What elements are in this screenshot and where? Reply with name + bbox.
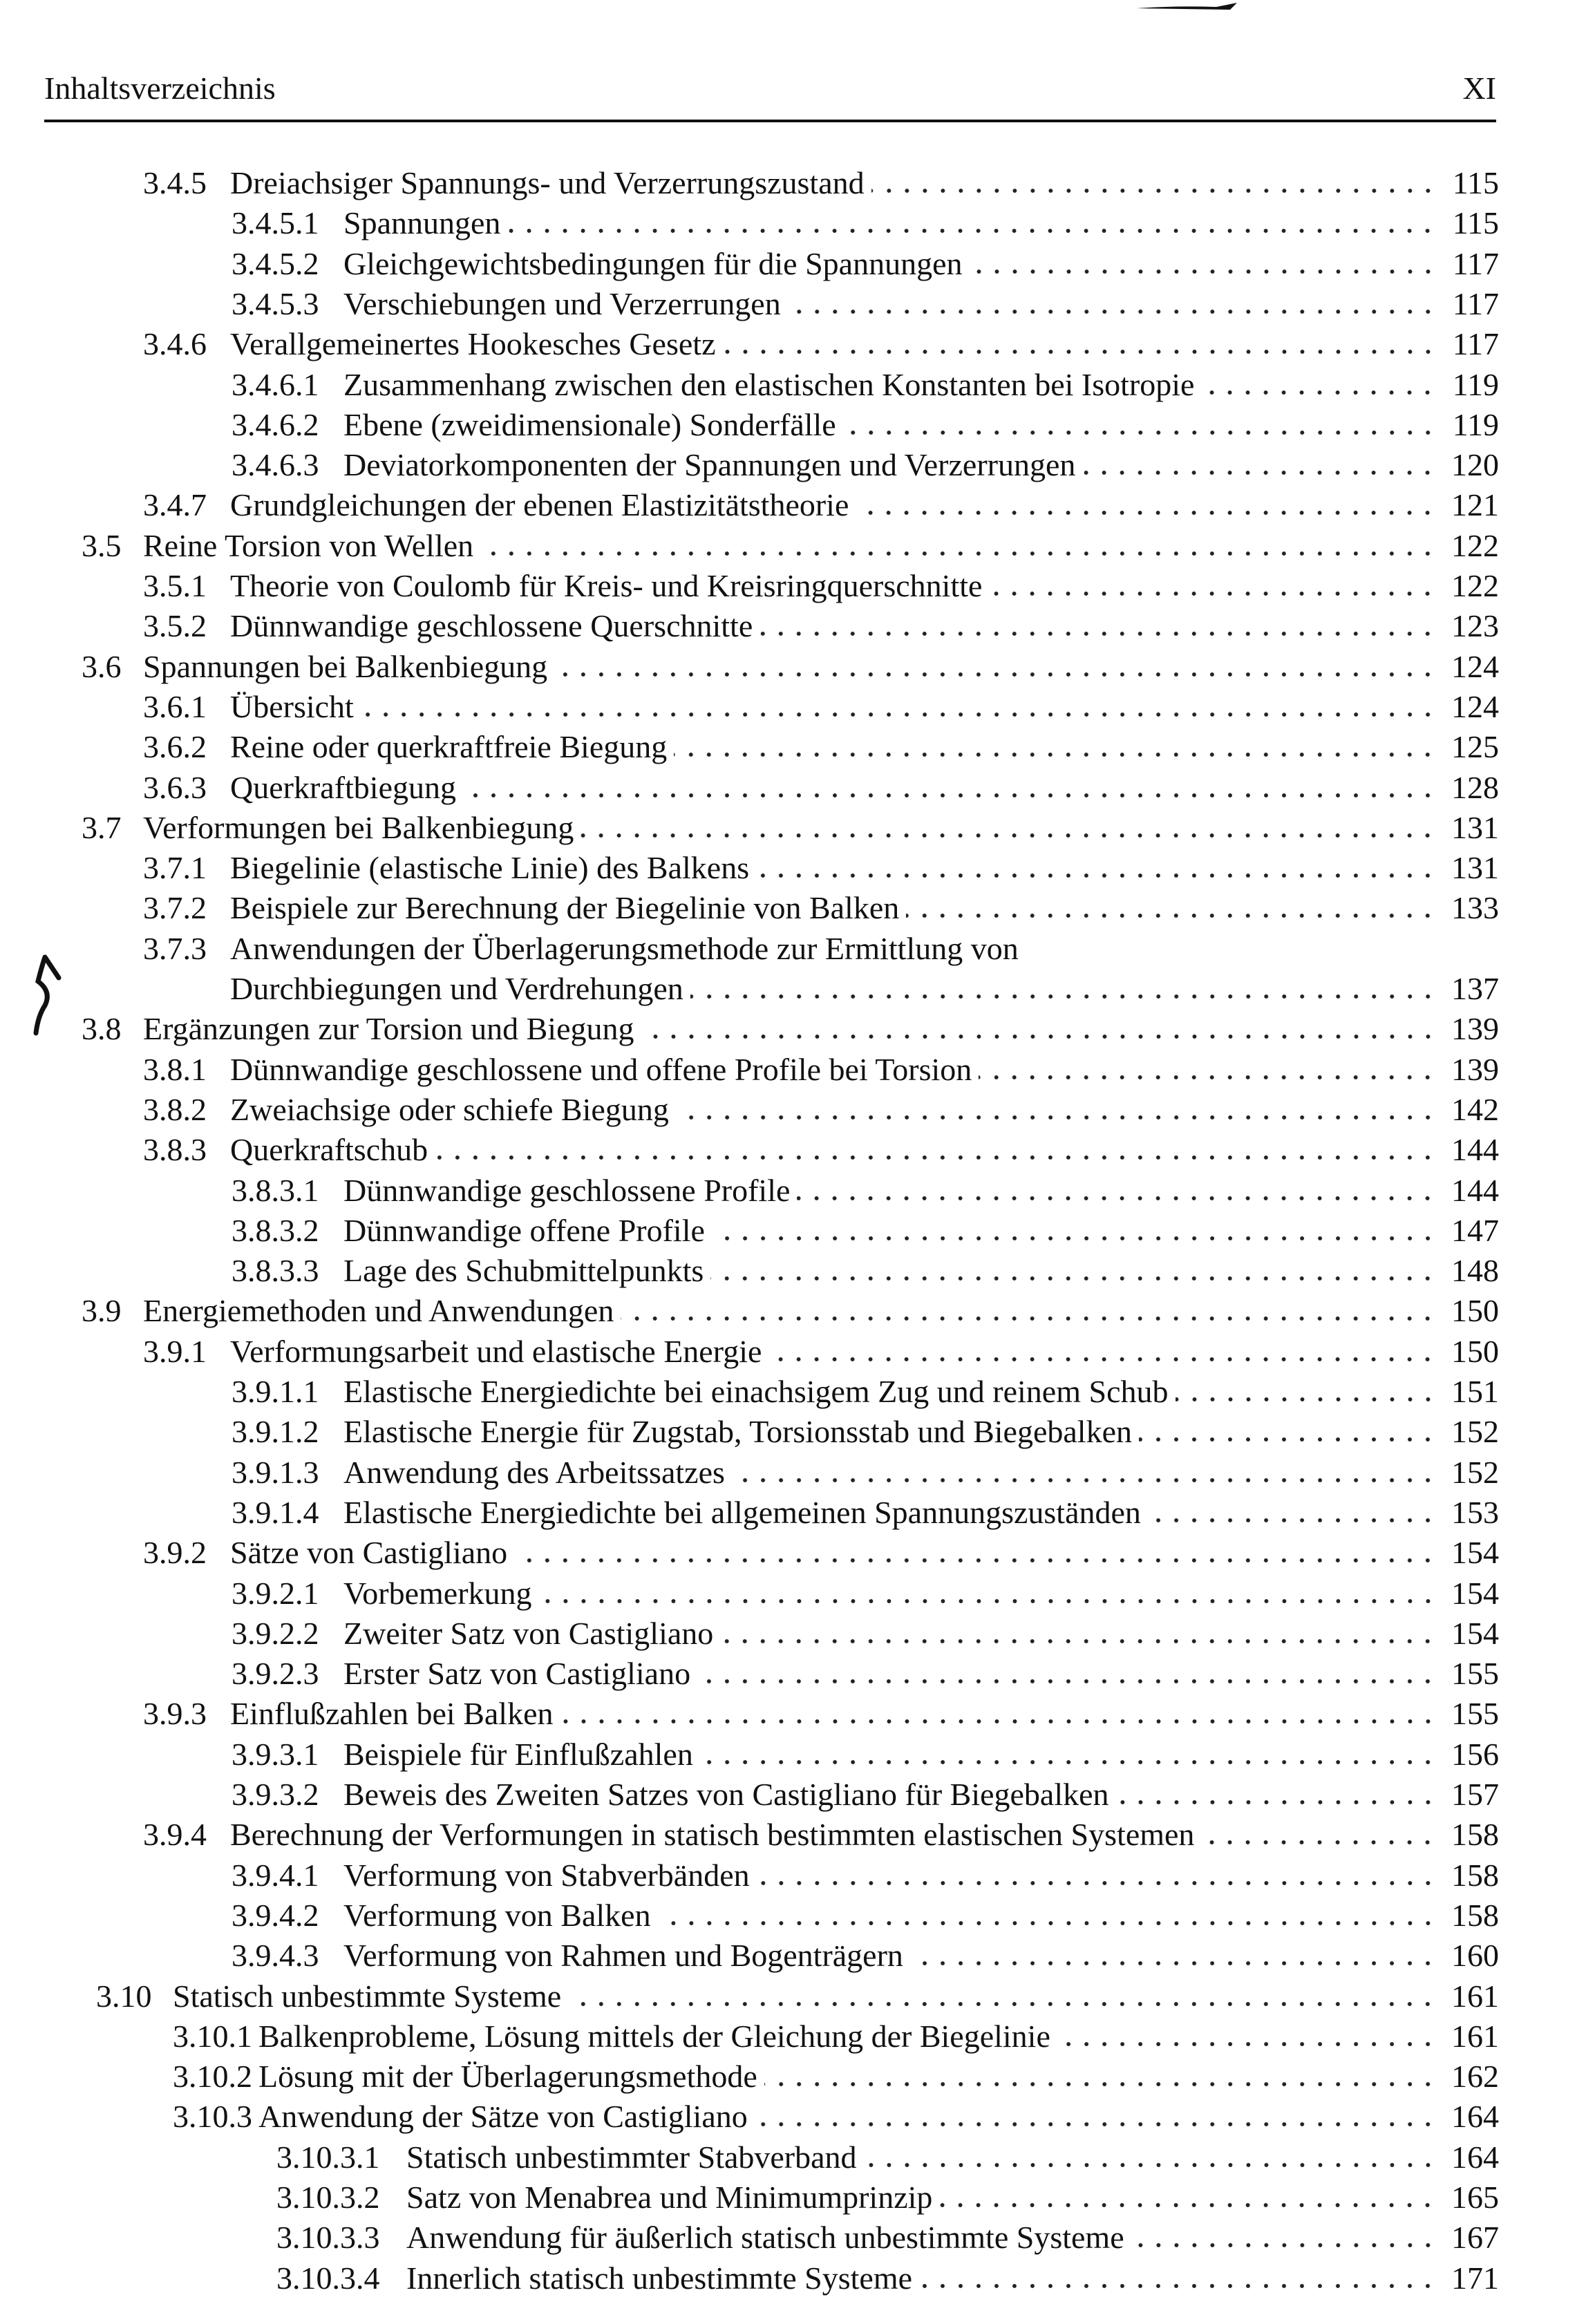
entry-number: 3.8.3 [143, 1132, 207, 1168]
toc-entry [276, 2218, 1499, 2258]
toc-entry [82, 647, 1499, 687]
entry-number: 3.9.4.2 [232, 1897, 319, 1933]
entry-number: 3.7 [82, 809, 122, 845]
dot-leader [864, 2162, 1437, 2168]
entry-page: 121 [1451, 487, 1499, 523]
entry-number: 3.9.2.3 [232, 1656, 319, 1692]
entry-page: 156 [1451, 1736, 1499, 1772]
entry-number: 3.10.3.1 [276, 2139, 380, 2175]
entry-page: 150 [1451, 1333, 1499, 1369]
toc-entry [143, 888, 1499, 928]
toc-entry [230, 969, 1499, 1009]
entry-number: 3.9.4 [143, 1817, 207, 1853]
entry-title: Biegelinie (elastische Linie) des Balkens [230, 850, 750, 886]
entry-page: 122 [1451, 568, 1499, 603]
dot-leader [764, 2081, 1437, 2087]
entry-page: 158 [1451, 1897, 1499, 1933]
entry-title: Anwendungen der Überlagerungsmethode zur Ermittlung von [230, 930, 1019, 966]
entry-title: Deviatorkomponenten der Spannungen und Verzerrungen [343, 447, 1076, 483]
entry-page: 148 [1451, 1253, 1499, 1289]
toc-entry [143, 727, 1499, 767]
entry-title: Querkraftbiegung [230, 769, 456, 805]
entry-number: 3.9.1.4 [232, 1494, 319, 1530]
dot-leader [1082, 470, 1437, 475]
entry-title: Grundgleichungen der ebenen Elastizitätstheorie [230, 487, 849, 523]
toc-entry [232, 1775, 1499, 1815]
entry-number: 3.9.1 [143, 1333, 207, 1369]
dot-leader [970, 269, 1437, 274]
entry-page: 147 [1451, 1212, 1499, 1248]
entry-page: 154 [1451, 1575, 1499, 1611]
entry-title: Anwendung des Arbeitssatzes [343, 1454, 725, 1490]
entry-title: Theorie von Coulomb für Kreis- und Kreisringquerschnitte [230, 568, 983, 603]
toc-entry [143, 1130, 1499, 1170]
entry-page: 164 [1451, 2139, 1499, 2175]
toc-entry [82, 526, 1499, 566]
entry-number: 3.7.3 [143, 930, 207, 966]
entry-number: 3.9.2 [143, 1535, 207, 1571]
entry-number: 3.9.3.2 [232, 1777, 319, 1812]
entry-page: 131 [1451, 809, 1499, 845]
dot-leader [768, 1357, 1437, 1362]
entry-number: 3.8.1 [143, 1051, 207, 1087]
toc-entry [232, 1896, 1499, 1936]
entry-title: Durchbiegungen und Verdrehungen [230, 971, 683, 1006]
entry-title: Dünnwandige geschlossene Querschnitte [230, 608, 753, 644]
dot-leader [1148, 1518, 1437, 1523]
dot-leader [480, 551, 1437, 556]
entry-title: Querkraftschub [230, 1132, 428, 1168]
entry-number: 3.7.1 [143, 850, 207, 886]
entry-page: 128 [1451, 769, 1499, 805]
dot-leader [759, 631, 1437, 636]
entry-title: Übersicht [230, 688, 354, 724]
entry-number: 3.4.6.3 [232, 447, 319, 483]
dot-leader [690, 994, 1437, 999]
entry-page: 161 [1451, 1978, 1499, 2014]
entry-number: 3.6 [82, 648, 122, 684]
entry-number: 3.9.1.3 [232, 1454, 319, 1490]
toc-entry [143, 163, 1499, 203]
dot-leader [732, 1477, 1437, 1483]
dot-leader [757, 1880, 1437, 1886]
entry-title: Reine Torsion von Wellen [143, 527, 474, 563]
toc-entry [173, 2057, 1499, 2097]
entry-number: 3.10 [96, 1978, 152, 2014]
toc-entry [143, 324, 1499, 364]
dot-leader [560, 1719, 1437, 1724]
entry-title: Anwendung der Sätze von Castigliano [258, 2099, 748, 2135]
entry-number: 3.9.1.2 [232, 1414, 319, 1450]
entry-number: 3.10.3.3 [276, 2220, 380, 2256]
dot-leader [906, 913, 1437, 918]
entry-number: 3.8.3.1 [232, 1172, 319, 1208]
toc-entry [143, 566, 1499, 606]
dot-leader [843, 430, 1437, 435]
entry-title: Dünnwandige geschlossene und offene Profile bei Torsion [230, 1051, 972, 1087]
dot-leader [1139, 1437, 1437, 1442]
entry-title: Anwendung für äußerlich statisch unbestimmte Systeme [406, 2220, 1124, 2256]
entry-page: 155 [1451, 1696, 1499, 1732]
entry-page: 151 [1451, 1374, 1499, 1409]
toc-entry [143, 606, 1499, 646]
dot-leader [700, 1759, 1437, 1765]
dot-leader [797, 1196, 1437, 1201]
toc-entry [232, 445, 1499, 485]
entry-title: Energiemethoden und Anwendungen [143, 1293, 614, 1329]
toc-entry [232, 1735, 1499, 1775]
entry-number: 3.5.1 [143, 568, 207, 603]
entry-number: 3.8.3.3 [232, 1253, 319, 1289]
entry-title: Dünnwandige geschlossene Profile [343, 1172, 791, 1208]
entry-title: Verschiebungen und Verzerrungen [343, 285, 781, 321]
entry-number: 3.4.6 [143, 326, 207, 362]
entry-page: 117 [1452, 285, 1499, 321]
toc-entry [232, 1493, 1499, 1533]
entry-number: 3.8.3.2 [232, 1212, 319, 1248]
toc-entry [232, 1251, 1499, 1291]
toc-entry [232, 1936, 1499, 1976]
dot-leader [856, 510, 1437, 516]
entry-title: Verallgemeinertes Hookesches Gesetz [230, 326, 716, 362]
entry-title: Ebene (zweidimensionale) Sonderfälle [343, 406, 836, 442]
entry-page: 154 [1451, 1615, 1499, 1651]
entry-page: 157 [1451, 1777, 1499, 1812]
entry-number: 3.4.5 [143, 165, 207, 200]
entry-page: 119 [1452, 366, 1499, 402]
entry-page: 120 [1451, 447, 1499, 483]
dot-leader [676, 1115, 1437, 1120]
entry-number: 3.5.2 [143, 608, 207, 644]
entry-number: 3.4.5.1 [232, 205, 319, 241]
entry-page: 154 [1451, 1535, 1499, 1571]
entry-number: 3.9.2.2 [232, 1615, 319, 1651]
entry-page: 115 [1452, 205, 1499, 241]
entry-title: Zweiachsige oder schiefe Biegung [230, 1091, 669, 1127]
entry-title: Zusammenhang zwischen den elastischen Konstanten bei Isotropie [343, 366, 1195, 402]
dot-leader [788, 309, 1437, 314]
entry-page: 158 [1451, 1857, 1499, 1893]
entry-title: Spannungen bei Balkenbiegung [143, 648, 548, 684]
toc-entry [173, 2097, 1499, 2137]
entry-page: 153 [1451, 1494, 1499, 1530]
dot-leader [514, 1558, 1437, 1563]
entry-number: 3.9.3 [143, 1696, 207, 1732]
entry-page: 133 [1451, 890, 1499, 926]
dot-leader [989, 591, 1437, 596]
toc-entry [96, 1976, 1499, 2016]
entry-number: 3.10.3.2 [276, 2180, 380, 2215]
entry-title: Verformungen bei Balkenbiegung [143, 809, 574, 845]
entry-number: 3.7.2 [143, 890, 207, 926]
toc-entry [232, 1372, 1499, 1412]
entry-title: Innerlich statisch unbestimmte Systeme [406, 2260, 913, 2296]
entry-title: Gleichgewichtsbedingungen für die Spannungen [343, 245, 963, 281]
dot-leader [674, 752, 1437, 757]
toc-entry [143, 1815, 1499, 1855]
toc-entry [143, 1533, 1499, 1573]
entry-page: 152 [1451, 1414, 1499, 1450]
entry-number: 3.10.3 [173, 2099, 252, 2135]
entry-title: Elastische Energiedichte bei einachsigem Zug und reinem Schub [343, 1374, 1169, 1409]
dot-leader [554, 672, 1437, 677]
entry-title: Spannungen [343, 205, 501, 241]
entry-title: Verformung von Stabverbänden [343, 1857, 750, 1893]
entry-number: 3.8.2 [143, 1091, 207, 1127]
dot-leader [919, 2283, 1437, 2289]
entry-number: 3.4.7 [143, 487, 207, 523]
dot-leader [361, 712, 1437, 717]
toc-entry [82, 808, 1499, 848]
entry-title: Zweiter Satz von Castigliano [343, 1615, 714, 1651]
entry-number: 3.4.5.2 [232, 245, 319, 281]
entry-number: 3.10.1 [173, 2018, 252, 2054]
toc-entry [143, 848, 1499, 888]
entry-page: 150 [1451, 1293, 1499, 1329]
entry-page: 122 [1451, 527, 1499, 563]
toc-entry [143, 687, 1499, 727]
entry-title: Ergänzungen zur Torsion und Biegung [143, 1011, 634, 1047]
entry-number: 3.9.1.1 [232, 1374, 319, 1409]
toc-entry [143, 1050, 1499, 1090]
entry-page: 124 [1451, 688, 1499, 724]
dot-leader [979, 1075, 1437, 1080]
toc-entry [143, 768, 1499, 808]
entry-title: Verformung von Rahmen und Bogenträgern [343, 1938, 903, 1974]
entry-page: 139 [1451, 1011, 1499, 1047]
dot-leader [720, 1638, 1437, 1644]
dot-leader [723, 349, 1437, 355]
entry-page: 155 [1451, 1656, 1499, 1692]
entry-title: Lage des Schubmittelpunkts [343, 1253, 704, 1289]
entry-page: 158 [1451, 1817, 1499, 1853]
dot-leader [697, 1679, 1437, 1684]
toc-entry [232, 284, 1499, 324]
dot-leader [1131, 2242, 1437, 2248]
toc-entry [276, 2177, 1499, 2218]
entry-page: 142 [1451, 1091, 1499, 1127]
running-header-title: Inhaltsverzeichnis [44, 70, 276, 106]
entry-title: Erster Satz von Castigliano [343, 1656, 691, 1692]
toc-entry [276, 2137, 1499, 2177]
entry-title: Beispiele zur Berechnung der Biegelinie von Balken [230, 890, 900, 926]
entry-page: 115 [1452, 165, 1499, 200]
dot-leader [507, 228, 1437, 234]
toc-entry [82, 1009, 1499, 1049]
toc-entry [143, 929, 1499, 969]
dot-leader [712, 1236, 1437, 1241]
entry-number: 3.4.5.3 [232, 285, 319, 321]
toc-entry [82, 1291, 1499, 1331]
entry-number: 3.6.3 [143, 769, 207, 805]
toc-entry [232, 203, 1499, 243]
entry-page: 144 [1451, 1132, 1499, 1168]
entry-page: 162 [1451, 2059, 1499, 2095]
toc-entry [232, 1171, 1499, 1211]
entry-number: 3.10.2 [173, 2059, 252, 2095]
dot-leader [939, 2202, 1437, 2208]
dot-leader [658, 1920, 1437, 1926]
entry-title: Statisch unbestimmter Stabverband [406, 2139, 857, 2175]
entry-title: Beweis des Zweiten Satzes von Castigliano für Biegebalken [343, 1777, 1109, 1812]
dot-leader [1201, 390, 1437, 395]
dot-leader [539, 1598, 1437, 1604]
entry-number: 3.4.6.1 [232, 366, 319, 402]
entry-number: 3.9 [82, 1293, 122, 1329]
entry-title: Elastische Energie für Zugstab, Torsionsstab und Biegebalken [343, 1414, 1132, 1450]
toc-entry [232, 1855, 1499, 1896]
dot-leader [463, 793, 1437, 798]
dot-leader [435, 1155, 1437, 1160]
dot-leader [755, 2122, 1437, 2127]
entry-title: Verformungsarbeit und elastische Energie [230, 1333, 762, 1369]
entry-page: 160 [1451, 1938, 1499, 1974]
entry-title: Satz von Menabrea und Minimumprinzip [406, 2180, 933, 2215]
entry-title: Vorbemerkung [343, 1575, 532, 1611]
dot-leader [1201, 1840, 1437, 1845]
dot-leader [641, 1034, 1437, 1039]
entry-page: 167 [1451, 2220, 1499, 2256]
toc-entry [232, 365, 1499, 405]
dot-leader [621, 1316, 1437, 1321]
entry-number: 3.6.2 [143, 729, 207, 765]
toc-entry [143, 485, 1499, 525]
toc-entry [232, 1211, 1499, 1251]
dot-leader [1176, 1397, 1437, 1402]
entry-title: Verformung von Balken [343, 1897, 651, 1933]
toc-entry [143, 1694, 1499, 1734]
toc-entry [173, 2016, 1499, 2057]
page-number: XI [1462, 70, 1496, 106]
entry-title: Einflußzahlen bei Balken [230, 1696, 554, 1732]
entry-page: 137 [1451, 971, 1499, 1006]
toc-entry [276, 2258, 1499, 2298]
scan-smudge-mark [1133, 0, 1272, 14]
toc-entry [143, 1332, 1499, 1372]
toc-entry [232, 1412, 1499, 1452]
entry-title: Beispiele für Einflußzahlen [343, 1736, 693, 1772]
entry-number: 3.9.3.1 [232, 1736, 319, 1772]
toc-entry [143, 1090, 1499, 1130]
entry-number: 3.6.1 [143, 688, 207, 724]
dot-leader [910, 1961, 1437, 1966]
toc-entry [232, 1453, 1499, 1493]
entry-page: 165 [1451, 2180, 1499, 2215]
entry-number: 3.9.2.1 [232, 1575, 319, 1611]
entry-title: Berechnung der Verformungen in statisch bestimmten elastischen Systemen [230, 1817, 1195, 1853]
entry-title: Reine oder querkraftfreie Biegung [230, 729, 668, 765]
entry-page: 139 [1451, 1051, 1499, 1087]
entry-page: 164 [1451, 2099, 1499, 2135]
entry-number: 3.8 [82, 1011, 122, 1047]
toc-entry [232, 405, 1499, 445]
entry-number: 3.4.6.2 [232, 406, 319, 442]
dot-leader [568, 2001, 1437, 2007]
dot-leader [756, 873, 1437, 878]
entry-page: 125 [1451, 729, 1499, 765]
dot-leader [710, 1276, 1437, 1281]
entry-page: 131 [1451, 850, 1499, 886]
entry-title: Dünnwandige offene Profile [343, 1212, 705, 1248]
dot-leader [1116, 1799, 1437, 1805]
entry-title: Elastische Energiedichte bei allgemeinen Spannungszuständen [343, 1494, 1141, 1530]
header-rule [44, 120, 1496, 122]
entry-page: 161 [1451, 2018, 1499, 2054]
dot-leader [1057, 2041, 1437, 2047]
entry-title: Statisch unbestimmte Systeme [173, 1978, 562, 2014]
entry-page: 119 [1452, 406, 1499, 442]
toc-entry [232, 1574, 1499, 1614]
dot-leader [581, 833, 1437, 838]
dot-leader [871, 188, 1437, 193]
entry-title: Lösung mit der Überlagerungsmethode [258, 2059, 757, 2095]
handwritten-margin-mark [21, 950, 69, 1040]
entry-number: 3.5 [82, 527, 122, 563]
entry-page: 124 [1451, 648, 1499, 684]
toc-entry [232, 244, 1499, 284]
entry-page: 171 [1451, 2260, 1499, 2296]
entry-number: 3.10.3.4 [276, 2260, 380, 2296]
entry-page: 117 [1452, 326, 1499, 362]
entry-title: Dreiachsiger Spannungs- und Verzerrungszustand [230, 165, 865, 200]
entry-title: Sätze von Castigliano [230, 1535, 508, 1571]
entry-page: 117 [1452, 245, 1499, 281]
entry-page: 152 [1451, 1454, 1499, 1490]
toc-entry [232, 1654, 1499, 1694]
entry-number: 3.9.4.3 [232, 1938, 319, 1974]
toc-entry [232, 1614, 1499, 1654]
entry-page: 144 [1451, 1172, 1499, 1208]
entry-title: Balkenprobleme, Lösung mittels der Gleichung der Biegelinie [258, 2018, 1050, 2054]
entry-number: 3.9.4.1 [232, 1857, 319, 1893]
entry-page: 123 [1451, 608, 1499, 644]
